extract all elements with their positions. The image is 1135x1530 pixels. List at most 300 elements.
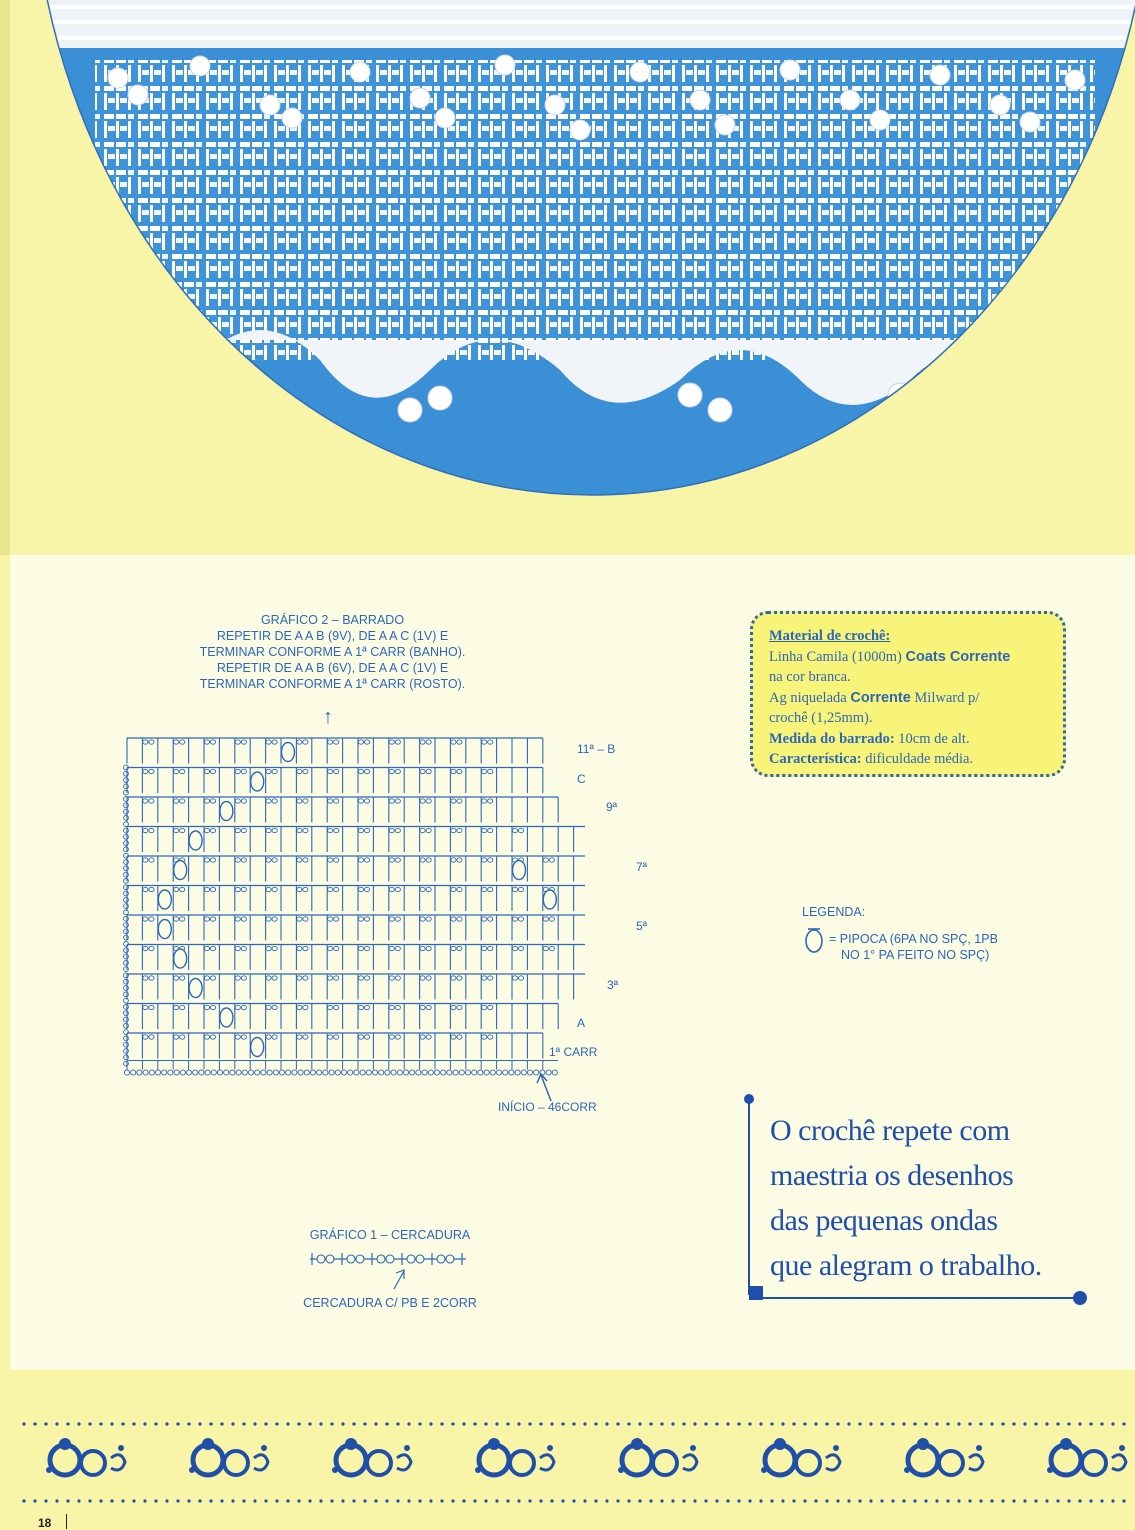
dot-decoration [473,1499,476,1502]
chain-symbol [149,946,154,950]
row-label-11-b: 11ª – B [577,742,616,756]
chain-symbol [124,948,129,953]
foundation-chain [273,1070,278,1075]
material-box [750,611,1066,777]
wave-swirl-icon [917,1438,929,1450]
chain-symbol [512,946,517,950]
dot-decoration [319,1499,322,1502]
foundation-chain [503,1070,508,1075]
dot-decoration [781,1422,784,1425]
chain-symbol [420,946,425,950]
wave-swirl-icon [202,1438,214,1450]
dot-decoration [363,1422,366,1425]
dot-decoration [44,1422,47,1425]
dot-decoration [46,1467,52,1473]
chain-symbol [543,946,548,950]
legend-title: LEGENDA: [802,905,866,919]
foundation-chain [143,1070,148,1075]
dot-decoration [561,1422,564,1425]
dot-decoration [605,1422,608,1425]
chain-symbol [358,799,363,803]
chain-symbol [180,828,185,832]
chain-symbol [364,769,369,773]
foundation-chain [348,1070,353,1075]
dot-decoration [517,1499,520,1502]
quote-line-4: que alegram o trabalho. [770,1249,1042,1282]
dot-decoration [330,1499,333,1502]
chain-symbol [297,828,302,832]
dot-decoration [143,1499,146,1502]
chain-symbol [395,946,400,950]
dot-decoration [1023,1422,1026,1425]
dot-decoration [1056,1499,1059,1502]
chain-symbol [334,917,339,921]
chain-symbol [241,1035,246,1039]
foundation-chain [335,1070,340,1075]
chain-symbol [358,858,363,862]
dot-decoration [88,1499,91,1502]
chain-symbol [297,858,302,862]
dot-decoration [77,1499,80,1502]
dot-decoration [253,1499,256,1502]
dot-decoration [99,1422,102,1425]
foundation-chain [180,1070,185,1075]
material-yarn: Linha Camila (1000m) [769,648,906,665]
dot-decoration [858,1499,861,1502]
dot-decoration [693,1499,696,1502]
chain-symbol [204,1035,209,1039]
chain-symbol [174,917,179,921]
dot-decoration [44,1499,47,1502]
chain-symbol [451,887,456,891]
dot-decoration [1078,1499,1081,1502]
dot-decoration [803,1422,806,1425]
dot-decoration [286,1422,289,1425]
chain-symbol [457,858,462,862]
chain-symbol [420,976,425,980]
dot-decoration [484,1499,487,1502]
chain-symbol [210,946,215,950]
foundation-chain [441,1070,446,1075]
dot-decoration [1034,1422,1037,1425]
dot-decoration [638,1499,641,1502]
foundation-chain [304,1070,309,1075]
chain-symbol [451,1035,456,1039]
dot-decoration [1034,1499,1037,1502]
chain-symbol [124,771,129,776]
dot-decoration [616,1499,619,1502]
chain-symbol [420,799,425,803]
foundation-chain [372,1070,377,1075]
quote-line-2: maestria os desenhos [770,1159,1014,1192]
foundation-chain [217,1070,222,1075]
chain-symbol [266,976,271,980]
dot-decoration [77,1422,80,1425]
chain-symbol [426,740,431,744]
material-needle-maker: Milward p/ [910,689,980,706]
chain-symbol [303,946,308,950]
foundation-chain [379,1070,384,1075]
foundation-chain [527,1070,532,1075]
quote-line-1: O crochê repete com [770,1114,1010,1147]
foundation-chain [162,1070,167,1075]
chain-symbol [426,946,431,950]
chain-symbol [235,740,240,744]
foundation-chain [509,1070,514,1075]
chain-symbol [297,799,302,803]
dot-decoration [308,1422,311,1425]
chain-symbol [328,887,333,891]
dot-decoration [451,1422,454,1425]
dot-decoration [748,1422,751,1425]
chain-symbol [124,1005,129,1010]
foundation-chain [459,1070,464,1075]
dot-decoration [968,1499,971,1502]
chain-symbol [518,917,523,921]
chain-symbol [204,946,209,950]
dot-decoration [583,1422,586,1425]
chain-symbol [210,858,215,862]
chain-symbol [241,740,246,744]
dot-decoration [396,1422,399,1425]
page-divider [66,1514,67,1529]
chain-symbol [451,769,456,773]
chain-symbol [512,917,517,921]
chain-symbol [180,887,185,891]
dot-decoration [605,1499,608,1502]
chain-symbol [488,917,493,921]
pull-quote [770,1108,1090,1288]
chain-symbol [364,799,369,803]
chain-symbol [364,828,369,832]
chain-symbol [416,1255,424,1263]
wave-swirl-icon [59,1438,71,1450]
foundation-chain [521,1070,526,1075]
foundation-chain [453,1070,458,1075]
dot-decoration [858,1422,861,1425]
foundation-chain [490,1070,495,1075]
dot-decoration [176,1499,179,1502]
chain-symbol [334,740,339,744]
chain-symbol [549,858,554,862]
chain-symbol [241,887,246,891]
chain-symbol [303,828,308,832]
chain-symbol [241,799,246,803]
chain-symbol [143,828,148,832]
dot-decoration [814,1422,817,1425]
chain-symbol [266,799,271,803]
chain-symbol [297,976,302,980]
chain-symbol [124,860,129,865]
chain-symbol [426,917,431,921]
dot-decoration [583,1499,586,1502]
chain-symbol [124,784,129,789]
foundation-chain [354,1070,359,1075]
dot-decoration [781,1499,784,1502]
foundation-chain [397,1070,402,1075]
foundation-chain [149,1070,154,1075]
chain-symbol [241,769,246,773]
dot-decoration [847,1422,850,1425]
chain-symbol [482,828,487,832]
foundation-chain [341,1070,346,1075]
dot-decoration [946,1499,949,1502]
chain-symbol [124,790,129,795]
chain-symbol [389,887,394,891]
chain-symbol [457,946,462,950]
chain-symbol [303,769,308,773]
chain-symbol [272,740,277,744]
chain-symbol [143,976,148,980]
dot-decoration [118,1445,124,1451]
dot-decoration [165,1499,168,1502]
chain-symbol [174,976,179,980]
chain-symbol [334,1005,339,1009]
wave-swirl-icon [939,1451,963,1475]
chain-symbol [241,946,246,950]
chain-symbol [210,769,215,773]
chain-symbol [149,858,154,862]
dot-decoration [121,1422,124,1425]
chain-symbol [451,799,456,803]
chain-symbol [426,887,431,891]
dot-decoration [374,1422,377,1425]
chain-symbol [180,769,185,773]
popcorn-stitch [251,772,264,791]
chain-symbol [210,740,215,744]
foundation-chain [124,1070,129,1075]
dot-decoration [1012,1422,1015,1425]
popcorn-stitch [158,890,171,909]
chain-symbol [210,1035,215,1039]
wave-swirl-icon [1060,1438,1072,1450]
dot-decoration [308,1499,311,1502]
dot-decoration [297,1422,300,1425]
chain-symbol [356,1255,364,1263]
wave-swirl-icon [683,1455,697,1470]
dot-decoration [187,1422,190,1425]
dot-decoration [847,1499,850,1502]
chain-symbol [364,946,369,950]
foundation-chain [360,1070,365,1075]
foundation-chain [317,1070,322,1075]
dot-decoration [833,1445,839,1451]
chain-symbol [266,887,271,891]
chain-symbol [386,1255,394,1263]
dot-decoration [220,1422,223,1425]
chain-symbol [235,1005,240,1009]
crochet-chart-barrado [115,730,585,1080]
chain-symbol [266,946,271,950]
wave-swirl-icon [796,1451,820,1475]
dot-decoration [495,1422,498,1425]
chain-symbol [303,1035,308,1039]
chain-symbol [457,769,462,773]
dot-decoration [957,1422,960,1425]
dot-decoration [451,1499,454,1502]
legend-item-pipoca [803,925,998,962]
dot-decoration [690,1445,696,1451]
foundation-chain [193,1070,198,1075]
dot-decoration [1067,1422,1070,1425]
chain-symbol [389,917,394,921]
dot-decoration [737,1422,740,1425]
chain-symbol [358,976,363,980]
dot-decoration [1001,1422,1004,1425]
chain-symbol [124,1023,129,1028]
chain-symbol [272,799,277,803]
popcorn-stitch [282,743,295,762]
chart2-instruction-2: TERMINAR CONFORME A 1ª CARR (BANHO). [199,645,466,659]
chain-symbol [272,917,277,921]
dot-decoration [649,1422,652,1425]
dot-decoration [209,1422,212,1425]
wave-swirl-icon [510,1451,534,1475]
chain-symbol [297,740,302,744]
foundation-chain [447,1070,452,1075]
dot-decoration [759,1422,762,1425]
dot-decoration [506,1422,509,1425]
dot-decoration [110,1499,113,1502]
chain-symbol [364,976,369,980]
popcorn-stitch [189,831,202,850]
chain-symbol [328,1035,333,1039]
wave-swirl-icon [1082,1451,1106,1475]
chain-symbol [266,1005,271,1009]
dot-decoration [528,1499,531,1502]
chain-symbol [488,740,493,744]
material-line-4: crochê (1,25mm). [769,710,873,726]
chain-symbol [149,1035,154,1039]
chain-symbol [266,740,271,744]
chain-symbol [328,740,333,744]
chain-symbol [420,1035,425,1039]
chain-symbol [389,858,394,862]
chain-symbol [426,828,431,832]
chain-symbol [303,858,308,862]
chain-symbol [328,946,333,950]
chart2-title: GRÁFICO 2 – BARRADO [260,613,405,627]
dot-decoration [1122,1422,1125,1425]
chain-symbol [204,828,209,832]
dot-decoration [671,1422,674,1425]
dot-decoration [726,1499,729,1502]
dot-decoration [99,1499,102,1502]
foundation-chain [211,1070,216,1075]
dot-decoration [693,1422,696,1425]
legend-text-2: NO 1° PA FEITO NO SPÇ) [841,948,990,962]
foundation-chain [403,1070,408,1075]
dot-decoration [649,1499,652,1502]
dot-decoration [187,1499,190,1502]
chain-symbol [446,1255,454,1263]
dot-decoration [904,1467,910,1473]
foundation-chain [279,1070,284,1075]
chain-symbol [364,1005,369,1009]
chart2-instruction-3: REPETIR DE A A B (6V), DE A A C (1V) E [216,661,449,675]
chain-symbol [482,769,487,773]
chain-symbol [149,1005,154,1009]
foundation-chain [391,1070,396,1075]
chain-symbol [457,976,462,980]
dot-decoration [1119,1445,1125,1451]
chain-symbol [389,976,394,980]
chain-symbol [426,799,431,803]
chain-symbol [451,976,456,980]
dot-decoration [792,1499,795,1502]
dot-decoration [1023,1499,1026,1502]
dot-decoration [814,1499,817,1502]
dot-decoration [396,1499,399,1502]
chain-symbol [358,917,363,921]
chain-symbol [420,887,425,891]
chain-symbol [124,960,129,965]
dot-decoration [66,1422,69,1425]
chain-symbol [180,917,185,921]
chain-symbol [180,799,185,803]
chain-symbol [124,841,129,846]
dot-decoration [1012,1499,1015,1502]
chain-symbol [518,828,523,832]
chain-symbol [235,1035,240,1039]
dot-decoration [627,1422,630,1425]
dot-decoration [990,1422,993,1425]
foundation-chain [286,1070,291,1075]
dot-decoration [407,1499,410,1502]
chain-symbol [124,879,129,884]
chain-symbol [347,1255,355,1263]
dot-decoration [825,1422,828,1425]
dot-decoration [1045,1422,1048,1425]
foundation-chain [242,1070,247,1075]
foundation-chain [484,1070,489,1075]
foundation-chain [472,1070,477,1075]
foundation-chain [205,1070,210,1075]
row-label-a: A [577,1016,586,1030]
chain-symbol [543,917,548,921]
dot-decoration [275,1499,278,1502]
pointer-arrow-icon [394,1271,404,1289]
chain-symbol [174,887,179,891]
foundation-chain [255,1070,260,1075]
chain-symbol [143,769,148,773]
dot-decoration [660,1422,663,1425]
material-needle: Ag niquelada [769,689,851,706]
dot-decoration [1100,1499,1103,1502]
chain-symbol [124,910,129,915]
chain-symbol [297,769,302,773]
dot-decoration [319,1422,322,1425]
chain-symbol [124,866,129,871]
dot-decoration [242,1499,245,1502]
chain-symbol [328,769,333,773]
wave-swirl-icon [1112,1455,1126,1470]
chain-symbol [518,976,523,980]
chain-symbol [317,1255,325,1263]
chain-symbol [124,1042,129,1047]
dot-decoration [682,1499,685,1502]
dot-decoration [1111,1499,1114,1502]
dot-decoration [671,1499,674,1502]
chain-symbol [488,1035,493,1039]
dot-decoration [935,1499,938,1502]
foundation-chain [496,1070,501,1075]
chain-symbol [174,1005,179,1009]
foundation-chain [186,1070,191,1075]
foundation-chain [366,1070,371,1075]
size-value: 10cm de alt. [894,730,970,747]
popcorn-stitch [189,979,202,998]
